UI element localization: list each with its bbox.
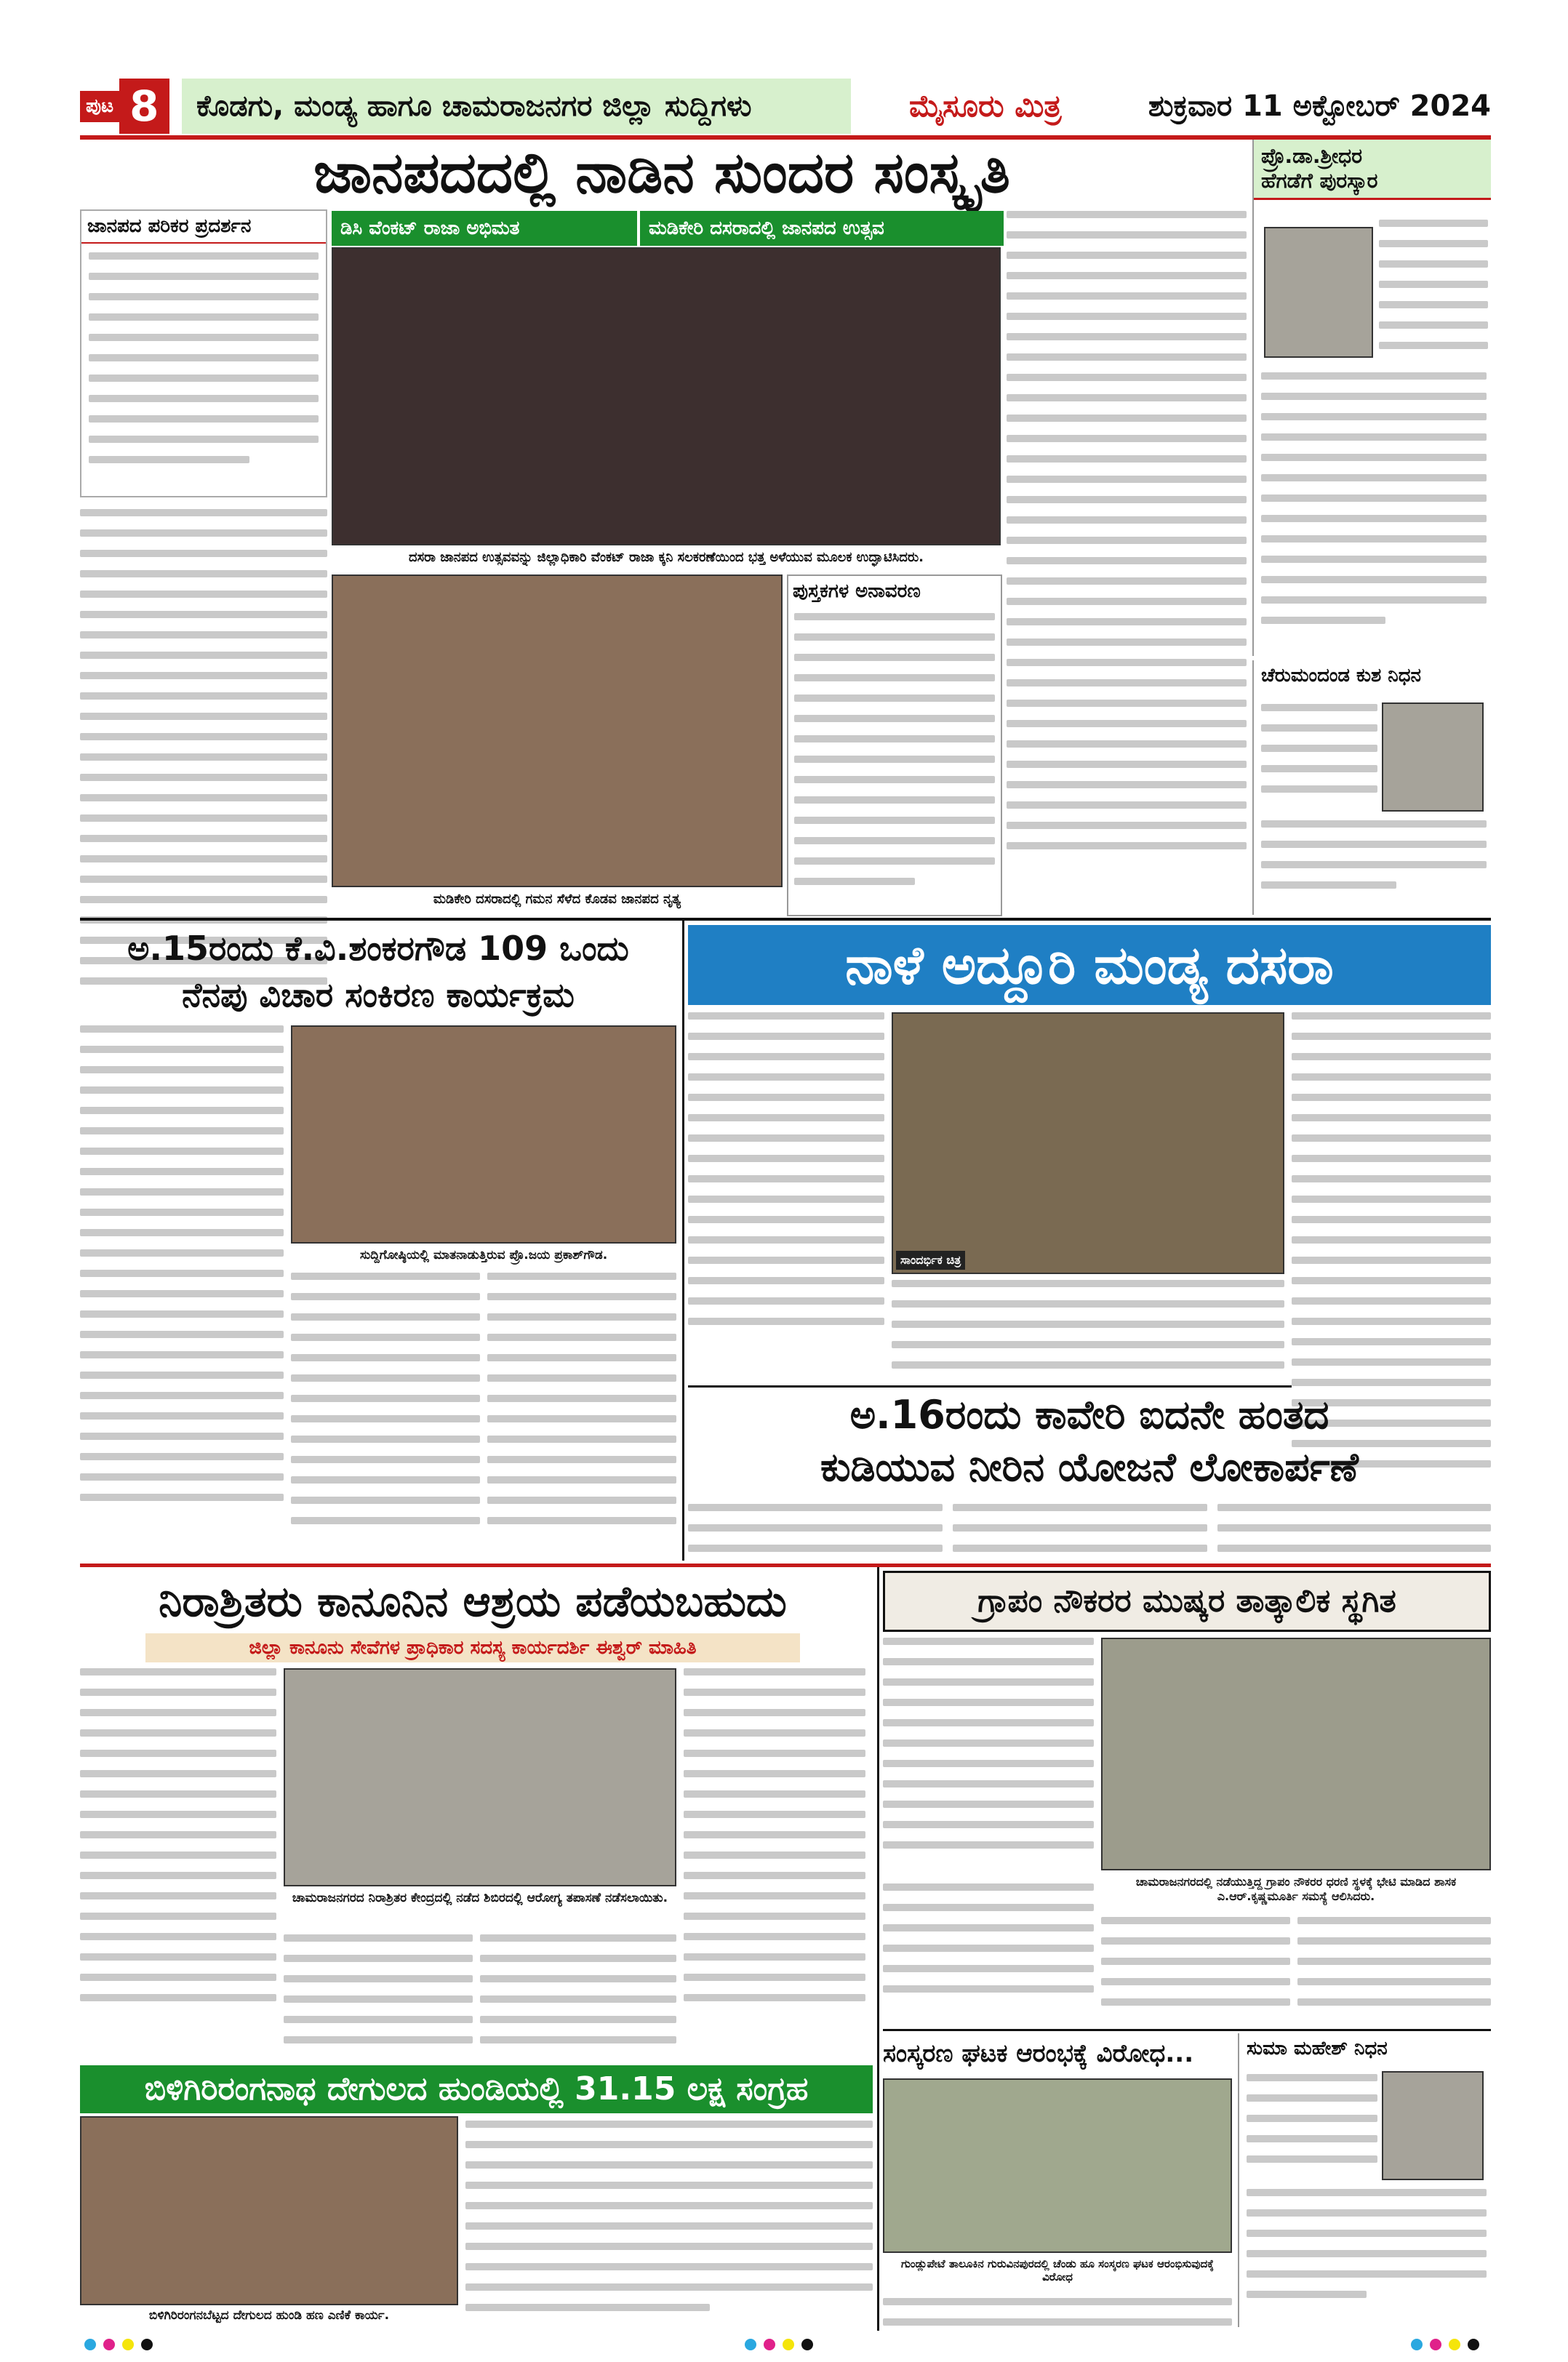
story3-col1-text [688,1012,884,1376]
obituary-kusha-portrait [1382,702,1484,812]
story2-col3-text [487,1273,676,1560]
story6-photo-protest [1101,1638,1491,1870]
page-number-badge [80,79,182,134]
page-label: ಪುಟ [80,91,119,122]
story8-caption: ಬಿಳಿಗಿರಿರಂಗನಬೆಟ್ಟದ ದೇಗುಲದ ಹುಂಡಿ ಹಣ ಎಣಿಕೆ ಕಾರ್ಯ. [80,2305,458,2327]
story1-photo-dance [332,575,783,887]
story3-photo-procession [892,1012,1284,1274]
story7-photo-protest [883,2078,1232,2253]
story5-subheadline: ಜಿಲ್ಲಾ ಕಾನೂನು ಸೇವೆಗಳ ಪ್ರಾಧಿಕಾರ ಸದಸ್ಯ ಕಾರ್ಯದರ್ಶಿ ಈಶ್ವರ್ ಮಾಹಿತಿ [145,1633,800,1662]
story1-col3-text [1007,211,1247,916]
print-registration-dots-left [84,2339,153,2350]
story4-headline: ಅ.16ರಂದು ಕಾವೇರಿ ಐದನೇ ಹಂತದ ಕುಡಿಯುವ ನೀರಿನ ಯೋಜನೆ ಲೋಕಾರ್ಪಣೆ [820,1392,1359,1490]
print-registration-dots-right [1411,2339,1479,2350]
books-box-title: ಪುಸ್ತಕಗಳ ಅನಾವರಣ [793,580,921,602]
story3-headline-banner: ನಾಳೆ ಅದ್ದೂರಿ ಮಂಡ್ಯ ದಸರಾ [688,925,1491,1005]
story5-col4-text [684,1668,865,2061]
award-title: ಪ್ರೊ.ಡಾ.ಶ್ರೀಧರ ಹೆಗಡೆಗೆ ಪುರಸ್ಕಾರ [1254,140,1491,200]
divider-vertical-2 [877,1567,879,2331]
story5-col1-text [80,1668,276,2061]
story4-col1-text [688,1504,943,1562]
story6-col3-text [1101,1917,1290,2026]
story6-caption: ಚಾಮರಾಜನಗರದಲ್ಲಿ ನಡೆಯುತ್ತಿದ್ದ ಗ್ರಾಪಂ ನೌಕರರ ಧರಣಿ ಸ್ಥಳಕ್ಕೆ ಭೇಟಿ ಮಾಡಿದ ಶಾಸಕ ಎ.ಆರ್.ಕೃಷ್ಣಮೂರ್ತಿ ಸಮಸ್ಯೆ ಆಲಿಸಿದರು. [1101,1872,1491,1913]
print-registration-dots-center [745,2339,813,2350]
story3-col2-text [892,1280,1284,1382]
obituary-kusha-title: ಚೆರುಮಂದಂಡ ಕುಶ ನಿಧನ [1261,665,1421,686]
story2-photo [291,1025,676,1244]
divider-3 [80,1564,1491,1567]
page-number: 8 [119,79,169,134]
story6-col4-text [1297,1917,1491,2026]
story5-caption: ಚಾಮರಾಜನಗರದ ನಿರಾಶ್ರಿತರ ಕೇಂದ್ರದಲ್ಲಿ ನಡೆದ ಶಿಬಿರದಲ್ಲಿ ಆರೋಗ್ಯ ತಪಾಸಣೆ ನಡೆಸಲಾಯಿತು. [284,1888,676,1931]
issue-date: ಶುಕ್ರವಾರ 11 ಅಕ್ಟೋಬರ್ 2024 [1148,89,1491,123]
sidebar-title: ಜಾನಪದ ಪರಿಕರ ಪ್ರದರ್ಶನ [81,211,326,244]
divider-1 [80,918,1491,921]
story6-col1-text [883,1638,1094,1878]
award-portrait [1264,227,1373,358]
story1-tag-dc: ಡಿಸಿ ವೆಂಕಟ್ ರಾಜಾ ಅಭಿಮತ [332,211,637,246]
story7-caption: ಗುಂಡ್ಲುಪೇಟೆ ತಾಲೂಕಿನ ಗುರುವಿನಪುರದಲ್ಲಿ ಚೆಂಡು ಹೂ ಸಂಸ್ಕರಣ ಘಟಕ ಆರಂಭಿಸುವುದಕ್ಕೆ ವಿರೋಧ [883,2254,1232,2295]
story5-photo-health-camp [284,1668,676,1886]
obituary-suma-title: ಸುಮಾ ಮಹೇಶ್ ನಿಧನ [1247,2038,1388,2059]
story4-col2-text [953,1504,1207,1562]
story8-headline-banner: ಬಿಳಿಗಿರಿರಂಗನಾಥ ದೇಗುಲದ ಹುಂಡಿಯಲ್ಲಿ 31.15 ಲಕ್ಷ ಸಂಗ್ರಹ [80,2065,873,2113]
story1-photo2-caption: ಮಡಿಕೇರಿ ದಸರಾದಲ್ಲಿ ಗಮನ ಸೆಳೆದ ಕೊಡವ ಜಾನಪದ ನೃತ್ಯ [332,889,783,913]
story1-tag-festival: ಮಡಿಕೇರಿ ದಸರಾದಲ್ಲಿ ಜಾನಪದ ಉತ್ಸವ [640,211,1004,246]
award-box [1252,140,1491,656]
obituary-suma [1238,2033,1491,2327]
story8-photo-counting [80,2116,458,2305]
story4-col3-text [1217,1504,1491,1562]
divider-2 [688,1385,1292,1388]
story1-sidebar [80,209,327,497]
obituary-suma-portrait [1382,2071,1484,2180]
section-title: ಕೊಡಗು, ಮಂಡ್ಯ ಹಾಗೂ ಚಾಮರಾಜನಗರ ಜಿಲ್ಲಾ ಸುದ್ದಿಗಳು [182,79,851,134]
books-box [787,575,1002,916]
story6-headline-banner: ಗ್ರಾಪಂ ನೌಕರರ ಮುಷ್ಕರ ತಾತ್ಕಾಲಿಕ ಸ್ಥಗಿತ [883,1571,1491,1632]
story2-col1-text [80,1025,284,1560]
divider-vertical-1 [682,921,684,1561]
story6-col2-text [883,1883,1094,2022]
story2-col2-text [291,1273,480,1560]
story1-photo1-caption: ದಸರಾ ಜಾನಪದ ಉತ್ಸವವನ್ನು ಜಿಲ್ಲಾಧಿಕಾರಿ ವೆಂಕಟ್ ರಾಜಾ ಕ್ಕನಿ ಸಲಕರಣೆಯಿಂದ ಭತ್ತ ಅಳೆಯುವ ಮೂಲಕ ಉದ್ಘಾಟಿಸಿದರು. [332,547,1001,572]
story5-col3-text [480,1934,676,2061]
story7-headline: ಸಂಸ್ಕರಣ ಘಟಕ ಆರಂಭಕ್ಕೆ ವಿರೋಧ... [883,2039,1194,2068]
story1-photo-inauguration [332,247,1001,545]
story2-caption: ಸುದ್ದಿಗೋಷ್ಠಿಯಲ್ಲಿ ಮಾತನಾಡುತ್ತಿರುವ ಪ್ರೊ.ಜಯ ಪ್ರಕಾಶ್‌ಗೌಡ. [291,1245,676,1267]
story8-text [465,2121,873,2324]
story1-headline: ಜಾನಪದದಲ್ಲಿ ನಾಡಿನ ಸುಂದರ ಸಂಸ್ಕೃತಿ [313,140,1010,206]
story5-col2-text [284,1934,473,2061]
story2-headline: ಅ.15ರಂದು ಕೆ.ವಿ.ಶಂಕರಗೌಡ 109 ಒಂದು ನೆನಪು ವಿಚಾರ ಸಂಕಿರಣ ಕಾರ್ಯಕ್ರಮ [127,929,629,1014]
story7-text [883,2298,1232,2327]
story5-headline: ನಿರಾಶ್ರಿತರು ಕಾನೂನಿನ ಆಶ್ರಯ ಪಡೆಯಬಹುದು [159,1577,787,1626]
sidebar-text [81,244,326,476]
story3-photo-label: ಸಾಂದರ್ಭಿಕ ಚಿತ್ರ [896,1251,965,1270]
divider-4 [883,2029,1491,2031]
obituary-kusha [1252,660,1491,915]
paper-name: ಮೈಸೂರು ಮಿತ್ರ [909,88,1062,124]
